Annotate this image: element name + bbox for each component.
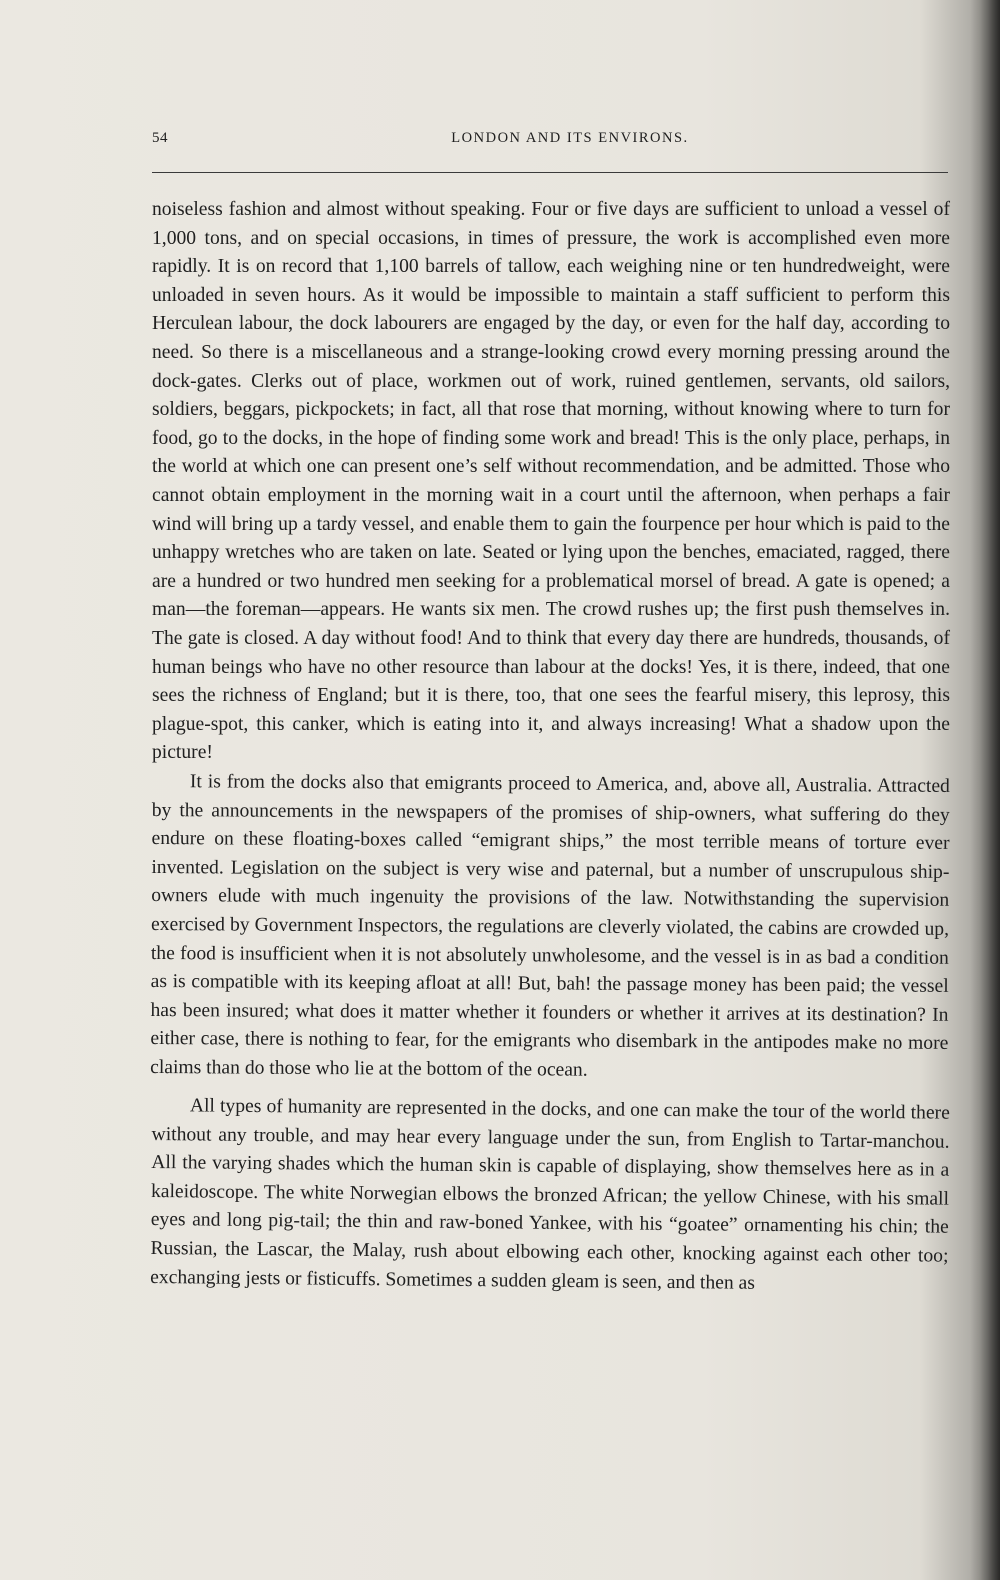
running-title: LONDON AND ITS ENVIRONS. bbox=[451, 130, 689, 146]
paragraph: All types of humanity are represented in the docks, and one can make the tour of the world there without any trouble, and may hear every language under the sun, from English to Tartar-manchou. All the varying shades which the human skin is capable of displaying, show themselves here as in a kaleidoscope. The white Norwegian elbows the bronzed African; the yellow Chinese, with his small eyes and long pig-tail; the thin and raw-boned Yankee, with his “goatee” ornamenting his chin; the Russian, the Lascar, the Malay, rush about elbowing each other, knocking against each other too; exchanging jests or fisticuffs. Sometimes a sudden gleam is seen, and then as bbox=[150, 1095, 950, 1294]
page-number: 54 bbox=[152, 130, 168, 146]
paragraph: noiseless fashion and almost without speaking. Four or five days are sufficient to unload a vessel of 1,000 tons, and on special occasions, in times of pressure, the work is accomplished even more rapidly. It is on record that 1,100 barrels of tallow, each weighing nine or ten hundredweight, were unloaded in seven hours. As it would be impossible to maintain a staff sufficient to perform this Herculean labour, the dock labourers are engaged by the day, or even for the half day, according to need. So there is a miscellaneous and a strange-looking crowd every morning pressing around the dock-gates. Clerks out of place, workmen out of work, ruined gentlemen, servants, old sailors, soldiers, beggars, pickpockets; in fact, all that rose that morning, without knowing where to turn for food, go to the docks, in the hope of finding some work and bread! This is the only place, perhaps, in the world at which one can present one’s self without recommendation, and be admitted. Those who cannot obtain employment in the morning wait in a court until the afternoon, when perhaps a fair wind will bring up a tardy vessel, and enable them to gain the fourpence per hour which is paid to the unhappy wretches who are taken on late. Seated or lying upon the benches, emaciated, ragged, there are a hundred or two hundred men seeking for a problematical morsel of bread. A gate is opened; a man—the foreman—appears. He wants six men. The crowd rushes up; the first push themselves in. The gate is closed. A day without food! And to think that every day there are hundreds, thousands, of human beings who have no other resource than labour at the docks! Yes, it is there, indeed, that one sees the richness of England; but it is there, too, that one sees the fearful misery, this leprosy, this plague-spot, this canker, which is eating into it, and always increasing! What a shadow upon the picture! bbox=[152, 199, 950, 764]
paragraph: It is from the docks also that emigrants proceed to America, and, above all, Australia. Attracted by the announcements in the newspapers of the promises of ship-owners, what suffering do they endure on these floating-boxes called “emigrant ships,” the most terrible means of torture ever invented. Legislation on the subject is very wise and paternal, but a number of unscrupulous ship-owners elude with much ingenuity the provisions of the law. Notwithstanding the supervision exercised by Government Inspectors, the regulations are cleverly violated, the cabins are crowded up, the food is insufficient when it is not absolutely unwholesome, and the vessel is in as bad a condition as is compatible with its keeping afloat at all! But, bah! the passage money has been paid; the vessel has been insured; what does it matter whether it founders or whether it arrives at its destination? In either case, there is nothing to fear, for the emigrants who disembark in the antipodes make no more claims than do those who lie at the bottom of the ocean. bbox=[150, 771, 950, 1081]
page-gutter-shadow bbox=[970, 0, 1000, 1580]
header-rule bbox=[152, 172, 948, 173]
running-head bbox=[152, 130, 948, 154]
body-text bbox=[152, 196, 950, 1293]
